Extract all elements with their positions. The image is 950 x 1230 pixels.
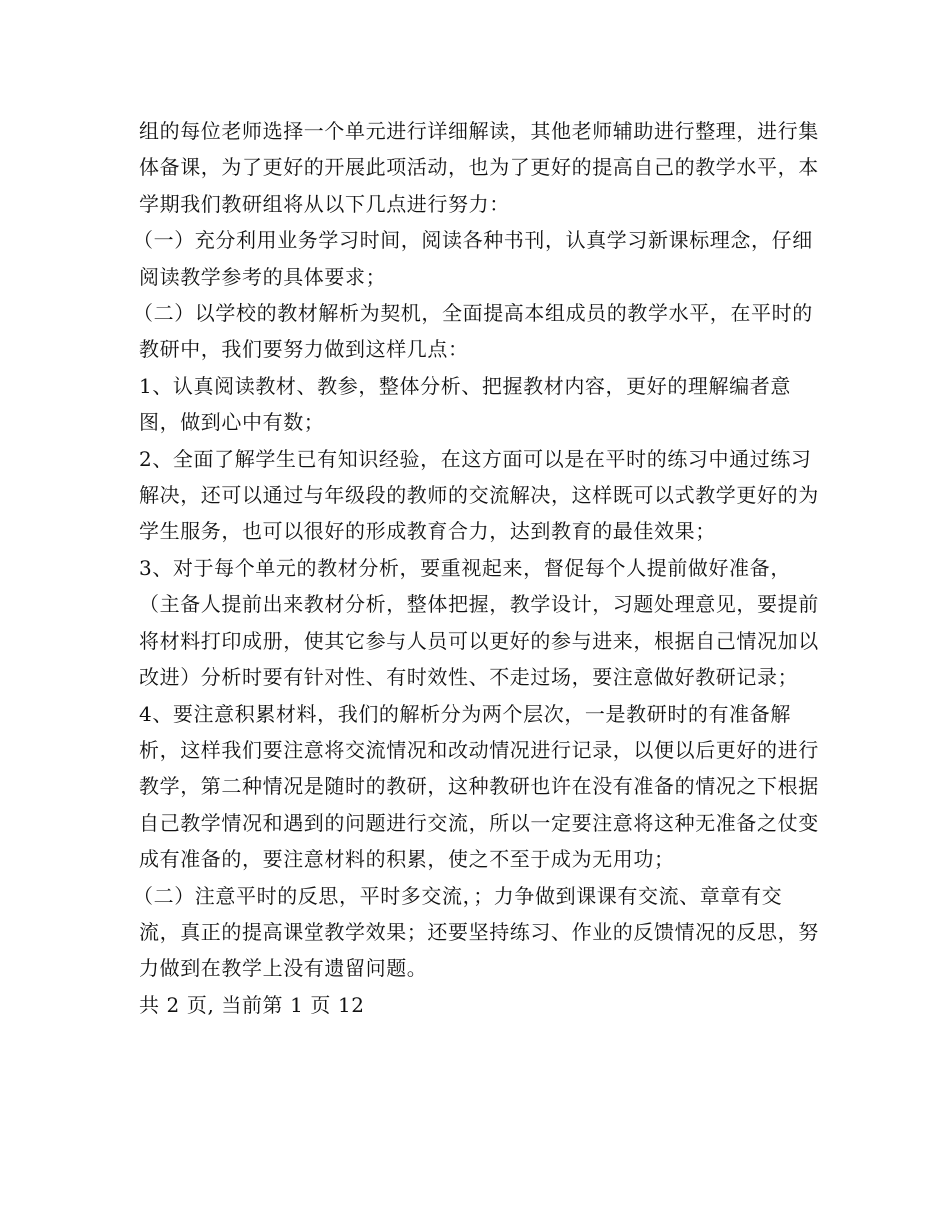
- document-body: [133, 113, 819, 1023]
- page-footer: 共 2 页, 当前第 1 页 12: [139, 992, 365, 1017]
- paragraph-item-4: 4、要注意积累材料，我们的解析分为两个层次，一是教研时的有准备解析，这样我们要注意将交流情况和改动情况进行记录，以便以后更好的进行教学，第二种情况是随时的教研，这种教研也许在没有准备的情况之下根据自己教学情况和遇到的问题进行交流，所以一定要注意将这种无准备之仗变成有准备的，要注意材料的积累，使之不至于成为无用功；: [139, 701, 819, 872]
- paragraph-item-2: 2、全面了解学生已有知识经验，在这方面可以是在平时的练习中通过练习解决，还可以通过与年级段的教师的交流解决，这样既可以式教学更好的为学生服务，也可以很好的形成教育合力，达到教育的最佳效果；: [139, 446, 819, 544]
- paragraph-item-1: 1、认真阅读教材、教参，整体分析、把握教材内容，更好的理解编者意图，做到心中有数；: [139, 373, 791, 435]
- paragraph-point-3: （二）注意平时的反思，平时多交流，；力争做到课课有交流、章章有交流，真正的提高课堂教学效果；还要坚持练习、作业的反馈情况的反思，努力做到在教学上没有遗留问题。: [133, 883, 819, 981]
- paragraph-point-1: （一）充分利用业务学习时间，阅读各种书刊，认真学习新课标理念，仔细阅读教学参考的具体要求；: [133, 228, 813, 289]
- paragraph-item-3: 3、对于每个单元的教材分析，要重视起来，督促每个人提前做好准备，（主备人提前出来教材分析，整体把握，教学设计，习题处理意见，要提前将材料打印成册，使其它参与人员可以更好的参与进来，根据自己情况加以改进）分析时要有针对性、有时效性、不走过场，要注意做好教研记录；: [139, 555, 819, 690]
- paragraph-intro: 组的每位老师选择一个单元进行详细解读，其他老师辅助进行整理，进行集体备课，为了更好的开展此项活动，也为了更好的提高自己的教学水平，本学期我们教研组将从以下几点进行努力：: [139, 119, 819, 216]
- paragraph-point-2: （二）以学校的教材解析为契机，全面提高本组成员的教学水平，在平时的教研中，我们要努力做到这样几点：: [133, 301, 813, 362]
